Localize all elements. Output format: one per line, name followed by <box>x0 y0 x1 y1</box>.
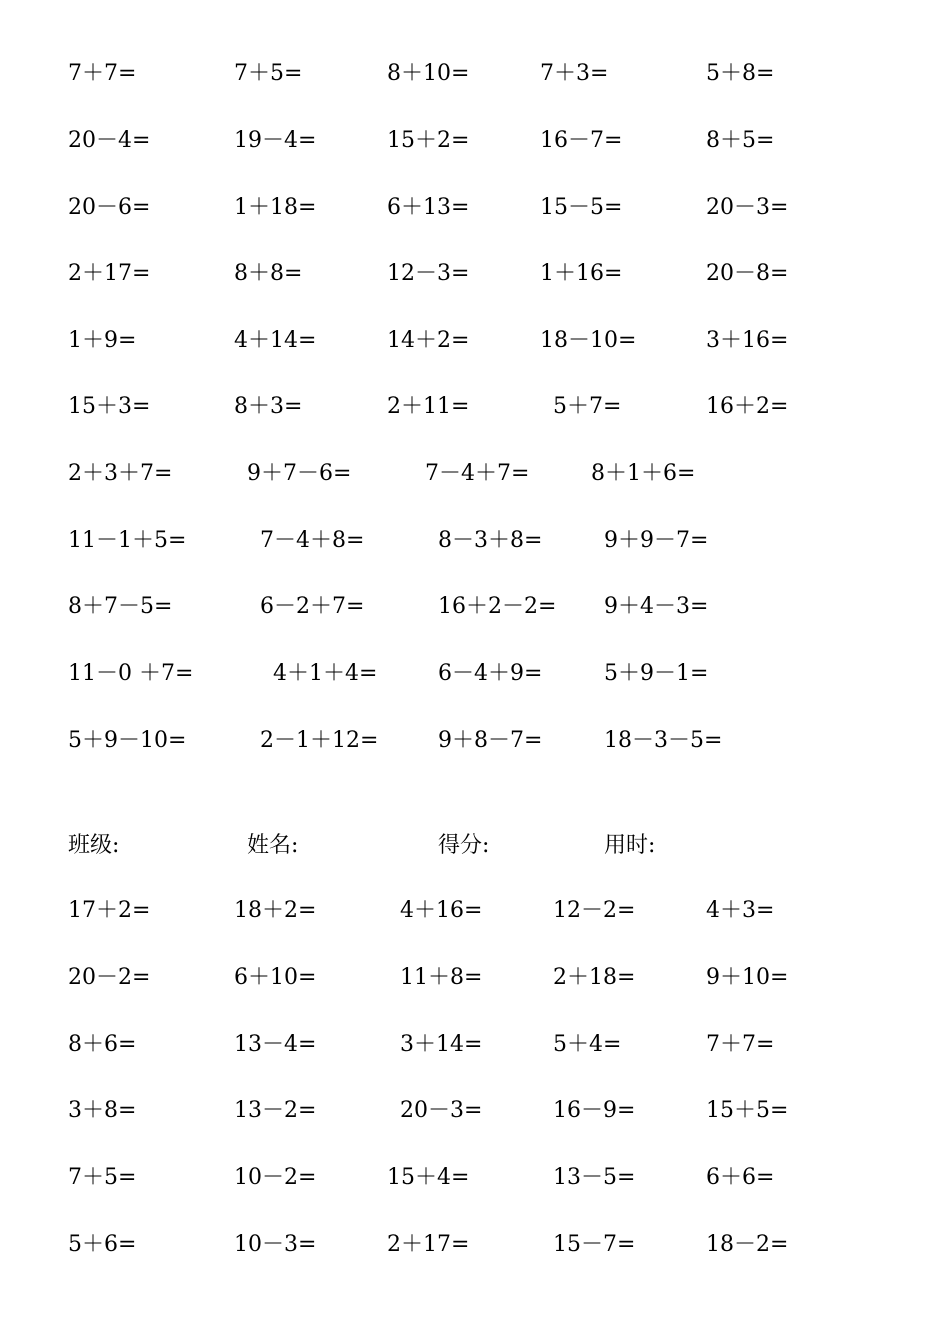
math-problem: 16＋2－2= <box>438 594 557 619</box>
math-problem: 2＋17= <box>387 1232 470 1257</box>
math-problem: 9＋7－6= <box>247 461 352 486</box>
math-problem: 6＋6= <box>706 1165 775 1190</box>
math-problem: 15－7= <box>553 1232 636 1257</box>
math-problem: 2＋11= <box>387 394 470 419</box>
math-problem: 7＋7= <box>706 1032 775 1057</box>
math-problem: 2＋18= <box>553 965 636 990</box>
math-problem: 19－4= <box>234 128 317 153</box>
math-problem: 16－7= <box>540 128 623 153</box>
problem-row <box>0 254 950 294</box>
math-problem: 3＋14= <box>400 1032 483 1057</box>
problem-row <box>0 121 950 161</box>
math-problem: 15＋3= <box>68 394 151 419</box>
problem-row <box>0 54 950 94</box>
math-problem: 13－5= <box>553 1165 636 1190</box>
math-problem: 2－1＋12= <box>260 728 379 753</box>
math-problem: 5＋7= <box>553 394 622 419</box>
math-problem: 6－2＋7= <box>260 594 365 619</box>
math-problem: 18－3－5= <box>604 728 723 753</box>
problem-row <box>0 891 950 931</box>
math-problem: 13－4= <box>234 1032 317 1057</box>
math-problem: 5＋6= <box>68 1232 137 1257</box>
math-problem: 7＋7= <box>68 61 137 86</box>
math-problem: 15＋2= <box>387 128 470 153</box>
math-problem: 8＋8= <box>234 261 303 286</box>
math-problem: 9＋9－7= <box>604 528 709 553</box>
math-problem: 4＋14= <box>234 328 317 353</box>
math-problem: 6＋10= <box>234 965 317 990</box>
math-problem: 20－2= <box>68 965 151 990</box>
score-label: 得分: <box>438 833 490 858</box>
math-problem: 5＋9－10= <box>68 728 187 753</box>
math-problem: 1＋18= <box>234 195 317 220</box>
math-problem: 3＋16= <box>706 328 789 353</box>
math-problem: 9＋10= <box>706 965 789 990</box>
math-problem: 3＋8= <box>68 1098 137 1123</box>
math-problem: 7－4＋8= <box>260 528 365 553</box>
math-problem: 12－2= <box>553 898 636 923</box>
math-problem: 6＋13= <box>387 195 470 220</box>
math-problem: 8＋3= <box>234 394 303 419</box>
math-problem: 9＋4－3= <box>604 594 709 619</box>
problem-row <box>0 321 950 361</box>
problem-row <box>0 1025 950 1065</box>
math-problem: 16－9= <box>553 1098 636 1123</box>
math-problem: 8＋1＋6= <box>591 461 696 486</box>
math-problem: 13－2= <box>234 1098 317 1123</box>
math-problem: 20－3= <box>400 1098 483 1123</box>
problem-row <box>0 387 950 427</box>
math-problem: 18－10= <box>540 328 637 353</box>
math-problem: 7＋5= <box>234 61 303 86</box>
worksheet-header <box>0 826 950 866</box>
problem-row <box>0 1091 950 1131</box>
math-problem: 16＋2= <box>706 394 789 419</box>
class-label: 班级: <box>68 833 120 858</box>
math-problem: 14＋2= <box>387 328 470 353</box>
math-problem: 8＋10= <box>387 61 470 86</box>
math-problem: 8－3＋8= <box>438 528 543 553</box>
math-problem: 11－0 ＋7= <box>68 661 194 686</box>
math-problem: 7＋3= <box>540 61 609 86</box>
math-problem: 5＋8= <box>706 61 775 86</box>
math-problem: 1＋16= <box>540 261 623 286</box>
math-problem: 7＋5= <box>68 1165 137 1190</box>
math-problem: 11－1＋5= <box>68 528 187 553</box>
math-problem: 8＋7－5= <box>68 594 173 619</box>
math-problem: 4＋3= <box>706 898 775 923</box>
math-problem: 7－4＋7= <box>425 461 530 486</box>
problem-row <box>0 1158 950 1198</box>
math-problem: 10－2= <box>234 1165 317 1190</box>
problem-row <box>0 958 950 998</box>
math-problem: 18＋2= <box>234 898 317 923</box>
name-label: 姓名: <box>247 833 299 858</box>
problem-row <box>0 454 950 494</box>
problem-row <box>0 587 950 627</box>
math-problem: 4＋1＋4= <box>273 661 378 686</box>
math-problem: 1＋9= <box>68 328 137 353</box>
math-problem: 20－8= <box>706 261 789 286</box>
math-problem: 2＋3＋7= <box>68 461 173 486</box>
math-problem: 20－4= <box>68 128 151 153</box>
math-problem: 9＋8－7= <box>438 728 543 753</box>
problem-row <box>0 1225 950 1265</box>
math-problem: 20－6= <box>68 195 151 220</box>
math-problem: 4＋16= <box>400 898 483 923</box>
math-problem: 5＋4= <box>553 1032 622 1057</box>
math-problem: 11＋8= <box>400 965 483 990</box>
math-problem: 8＋6= <box>68 1032 137 1057</box>
math-problem: 17＋2= <box>68 898 151 923</box>
math-problem: 2＋17= <box>68 261 151 286</box>
problem-row <box>0 721 950 761</box>
math-problem: 10－3= <box>234 1232 317 1257</box>
math-problem: 20－3= <box>706 195 789 220</box>
math-problem: 15＋5= <box>706 1098 789 1123</box>
math-problem: 6－4＋9= <box>438 661 543 686</box>
time-label: 用时: <box>604 833 656 858</box>
problem-row <box>0 521 950 561</box>
problem-row <box>0 654 950 694</box>
math-problem: 18－2= <box>706 1232 789 1257</box>
problem-row <box>0 188 950 228</box>
math-problem: 15＋4= <box>387 1165 470 1190</box>
math-problem: 5＋9－1= <box>604 661 709 686</box>
math-problem: 12－3= <box>387 261 470 286</box>
math-problem: 15－5= <box>540 195 623 220</box>
math-problem: 8＋5= <box>706 128 775 153</box>
